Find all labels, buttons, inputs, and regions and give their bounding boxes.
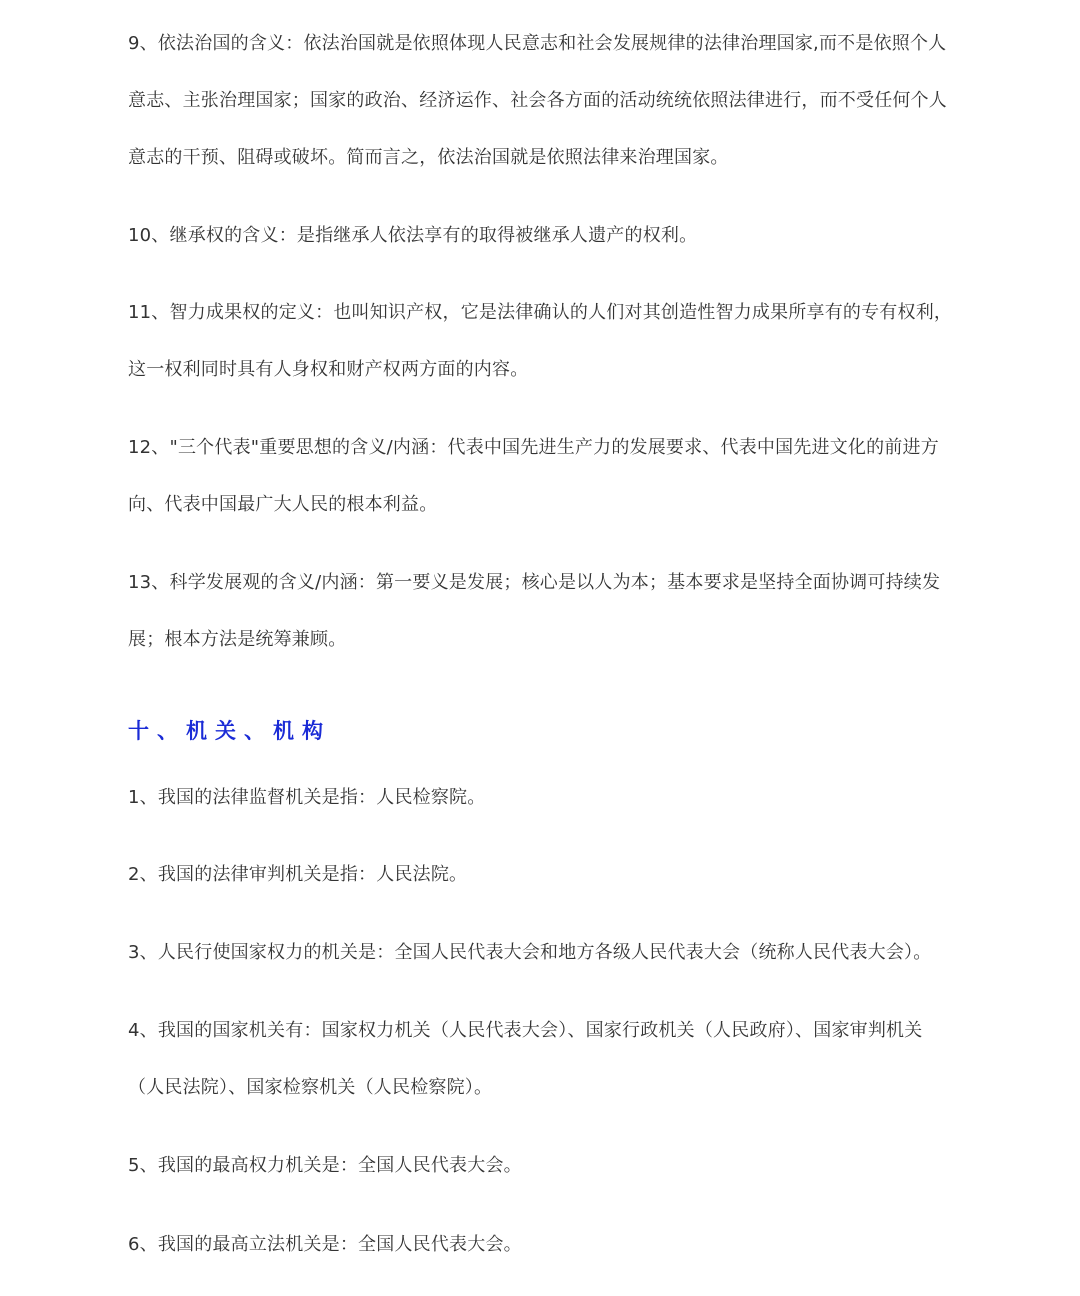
paragraph-item-b6: 6、我国的最高立法机关是：全国人民代表大会。	[128, 1234, 522, 1255]
paragraph-item-b1: 1、我国的法律监督机关是指：人民检察院。	[128, 787, 486, 808]
paragraph-item-10: 10、继承权的含义：是指继承人依法享有的取得被继承人遗产的权利。	[128, 225, 698, 246]
paragraph-item-12: 12、"三个代表"重要思想的含义/内涵：代表中国先进生产力的发展要求、代表中国先进文化的前进方向、代表中国最广大人民的根本利益。	[128, 437, 939, 515]
paragraph-item-11: 11、智力成果权的定义：也叫知识产权，它是法律确认的人们对其创造性智力成果所享有的专有权利，这一权利同时具有人身权和财产权两方面的内容。	[128, 302, 953, 380]
paragraph-item-b2: 2、我国的法律审判机关是指：人民法院。	[128, 864, 468, 885]
section-heading: 十、机关、机构	[128, 719, 331, 743]
paragraph-item-13: 13、科学发展观的含义/内涵：第一要义是发展；核心是以人为本；基本要求是坚持全面协调可持续发展；根本方法是统筹兼顾。	[128, 572, 941, 650]
paragraph-item-9: 9、依法治国的含义：依法治国就是依照体现人民意志和社会发展规律的法律治理国家,而不是依照个人意志、主张治理国家；国家的政治、经济运作、社会各方面的活动统统依照法律进行，而不受任何个人意志的干预、阻碍或破坏。简而言之，依法治国就是依照法律来治理国家。	[128, 33, 947, 168]
paragraph-item-b3: 3、人民行使国家权力的机关是：全国人民代表大会和地方各级人民代表大会（统称人民代表大会）。	[128, 942, 932, 963]
paragraph-item-b4: 4、我国的国家机关有：国家权力机关（人民代表大会）、国家行政机关（人民政府）、国家审判机关（人民法院）、国家检察机关（人民检察院）。	[128, 1020, 923, 1098]
paragraph-item-b5: 5、我国的最高权力机关是：全国人民代表大会。	[128, 1155, 522, 1176]
